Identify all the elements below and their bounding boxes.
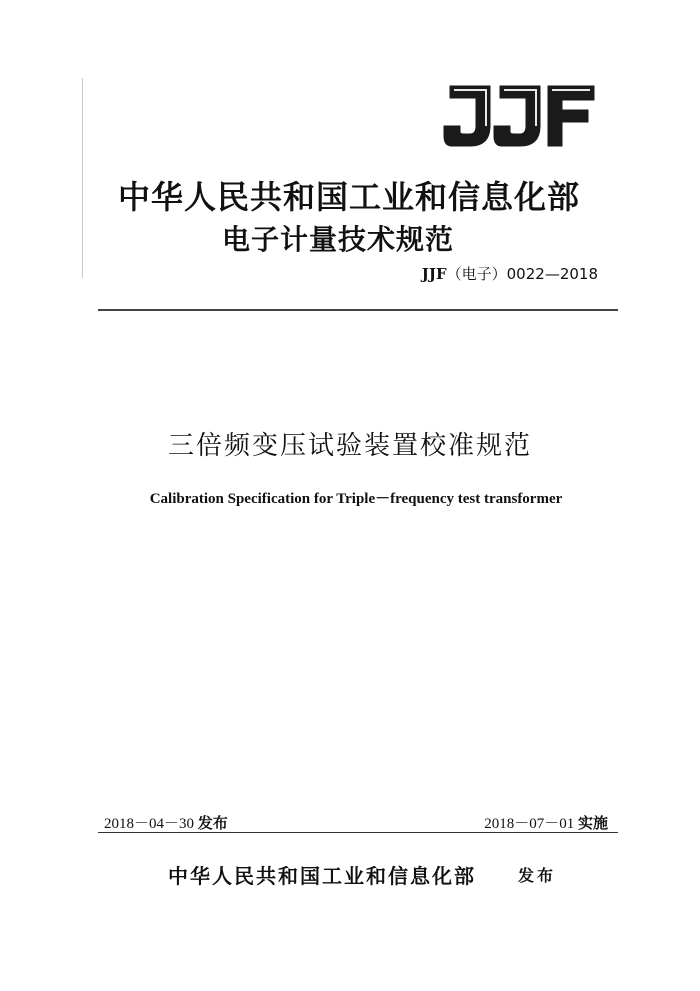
publisher-name: 中华人民共和国工业和信息化部 (168, 864, 476, 888)
jjf-logo (440, 80, 600, 152)
header-divider (98, 309, 618, 311)
document-number (422, 263, 598, 284)
issue-date-value: 2018－04－30 (104, 816, 195, 832)
title-chinese: 三倍频变压试验装置校准规范 (167, 431, 532, 461)
scan-edge-line (82, 78, 83, 278)
effective-date (484, 812, 608, 833)
doc-number-suffix: （电子）0022—2018 (446, 265, 598, 283)
ministry-name: 中华人民共和国工业和信息化部 (118, 178, 581, 216)
effective-date-value: 2018－07－01 (484, 816, 575, 832)
doc-number-prefix: JJF (421, 265, 447, 283)
footer-divider (98, 832, 618, 833)
effective-date-label: 实施 (577, 814, 608, 832)
issue-date-label: 发布 (197, 814, 228, 832)
publisher-action: 发布 (518, 866, 557, 885)
jjf-logo-graphic (440, 80, 600, 152)
spec-type: 电子计量技术规范 (222, 223, 455, 256)
issue-date (104, 812, 228, 833)
title-english: Calibration Specification for Triple－frequency test transformer (149, 491, 563, 507)
